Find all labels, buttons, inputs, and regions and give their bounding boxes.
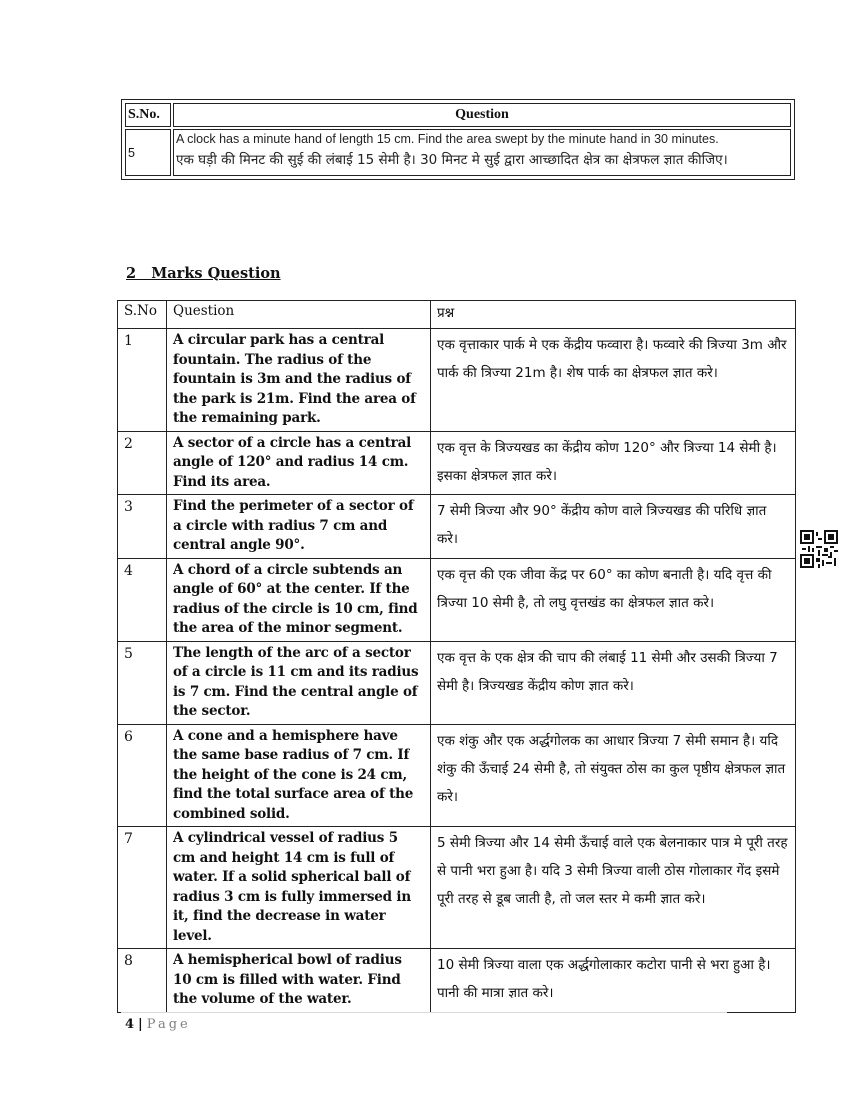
question-header: Question <box>167 301 431 329</box>
table-header-row <box>118 301 796 329</box>
question-english: A chord of a circle subtends an angle of 60° at the center. If the radius of the circle is 10 cm, find the area of the minor segment. <box>167 558 431 641</box>
table-row <box>118 558 796 641</box>
table-row <box>118 827 796 949</box>
table-row <box>118 641 796 724</box>
section-title: 2 Marks Question <box>126 265 281 282</box>
row-sno: 7 <box>118 827 167 949</box>
row-question <box>173 129 791 176</box>
question-hindi: एक घड़ी की मिनट की सुई की लंबाई 15 सेमी है। 30 मिनट मे सुई द्वारा आच्छादित क्षेत्र का क्षेत्रफल ज्ञात कीजिए। <box>176 152 728 168</box>
sno-header: S.No <box>118 301 167 329</box>
question-hindi: 7 सेमी त्रिज्या और 90° केंद्रीय कोण वाले त्रिज्यखड की परिधि ज्ञात करे। <box>431 495 796 559</box>
row-sno: 8 <box>118 949 167 1013</box>
question-hindi: एक वृत्त के एक क्षेत्र की चाप की लंबाई 11 सेमी और उसकी त्रिज्या 7 सेमी है। त्रिज्यखड केंद्रीय कोण ज्ञात करे। <box>431 641 796 724</box>
top-table-row <box>125 129 791 176</box>
question-english: The length of the arc of a sector of a circle is 11 cm and its radius is 7 cm. Find the central angle of the sector. <box>167 641 431 724</box>
page-number: 4 <box>125 1017 135 1032</box>
question-hindi: एक वृत्त के त्रिज्यखड का केंद्रीय कोण 120° और त्रिज्या 14 सेमी है। इसका क्षेत्रफल ज्ञात करे। <box>431 431 796 495</box>
top-question-table <box>121 99 795 180</box>
question-english: A cone and a hemisphere have the same base radius of 7 cm. If the height of the cone is 24 cm, find the total surface area of the combined solid. <box>167 724 431 827</box>
question-english: Find the perimeter of a sector of a circle with radius 7 cm and central angle 90°. <box>167 495 431 559</box>
row-sno: 4 <box>118 558 167 641</box>
two-marks-table <box>117 300 796 1013</box>
question-english: A sector of a circle has a central angle of 120° and radius 14 cm. Find its area. <box>167 431 431 495</box>
row-sno: 6 <box>118 724 167 827</box>
row-sno: 5 <box>118 641 167 724</box>
question-hindi: एक वृत्ताकार पार्क मे एक केंद्रीय फव्वारा है। फव्वारे की त्रिज्या 3m और पार्क की त्रिज्या 21m है। शेष पार्क का क्षेत्रफल ज्ञात करे। <box>431 329 796 432</box>
question-hindi: 10 सेमी त्रिज्या वाला एक अर्द्धगोलाकार कटोरा पानी से भरा हुआ है। पानी की मात्रा ज्ञात करे। <box>431 949 796 1013</box>
table-row <box>118 495 796 559</box>
question-english: A hemispherical bowl of radius 10 cm is filled with water. Find the volume of the water. <box>167 949 431 1013</box>
row-sno: 1 <box>118 329 167 432</box>
question-hindi: 5 सेमी त्रिज्या और 14 सेमी ऊँचाई वाले एक बेलनाकार पात्र मे पूरी तरह से पानी भरा हुआ है। यदि 3 सेमी त्रिज्या वाली ठोस गोलाकार गेंद इसमे पूरी तरह से डूब जाती है, तो जल स्तर मे कमी ज्ञात करे। <box>431 827 796 949</box>
row-sno: 3 <box>118 495 167 559</box>
page-separator: | <box>138 1017 143 1032</box>
table-row <box>118 329 796 432</box>
qr-code-icon <box>800 530 838 568</box>
row-sno: 5 <box>125 129 171 176</box>
top-table-header <box>125 103 791 127</box>
sno-header: S.No. <box>125 103 171 127</box>
question-header: Question <box>173 103 791 127</box>
table-row <box>118 724 796 827</box>
question-hindi: एक शंकु और एक अर्द्धगोलक का आधार त्रिज्या 7 सेमी समान है। यदि शंकु की ऊँचाई 24 सेमी है, तो संयुक्त ठोस का कुल पृष्ठीय क्षेत्रफल ज्ञात करे। <box>431 724 796 827</box>
row-sno: 2 <box>118 431 167 495</box>
table-row <box>118 949 796 1013</box>
question-english: A cylindrical vessel of radius 5 cm and height 14 cm is full of water. If a solid spherical ball of radius 3 cm is fully immersed in it, find the decrease in water level. <box>167 827 431 949</box>
prashn-header: प्रश्न <box>431 301 796 329</box>
page-label: Page <box>146 1017 191 1032</box>
question-hindi: एक वृत्त की एक जीवा केंद्र पर 60° का कोण बनाती है। यदि वृत्त की त्रिज्या 10 सेमी है, तो लघु वृत्तखंड का क्षेत्रफल ज्ञात करे। <box>431 558 796 641</box>
table-row <box>118 431 796 495</box>
question-english: A clock has a minute hand of length 15 cm. Find the area swept by the minute hand in 30 minutes. <box>176 132 719 146</box>
question-english: A circular park has a central fountain. The radius of the fountain is 3m and the radius of the park is 21m. Find the area of the remaining park. <box>167 329 431 432</box>
footer-divider <box>121 1012 727 1013</box>
page-footer <box>125 1017 191 1032</box>
